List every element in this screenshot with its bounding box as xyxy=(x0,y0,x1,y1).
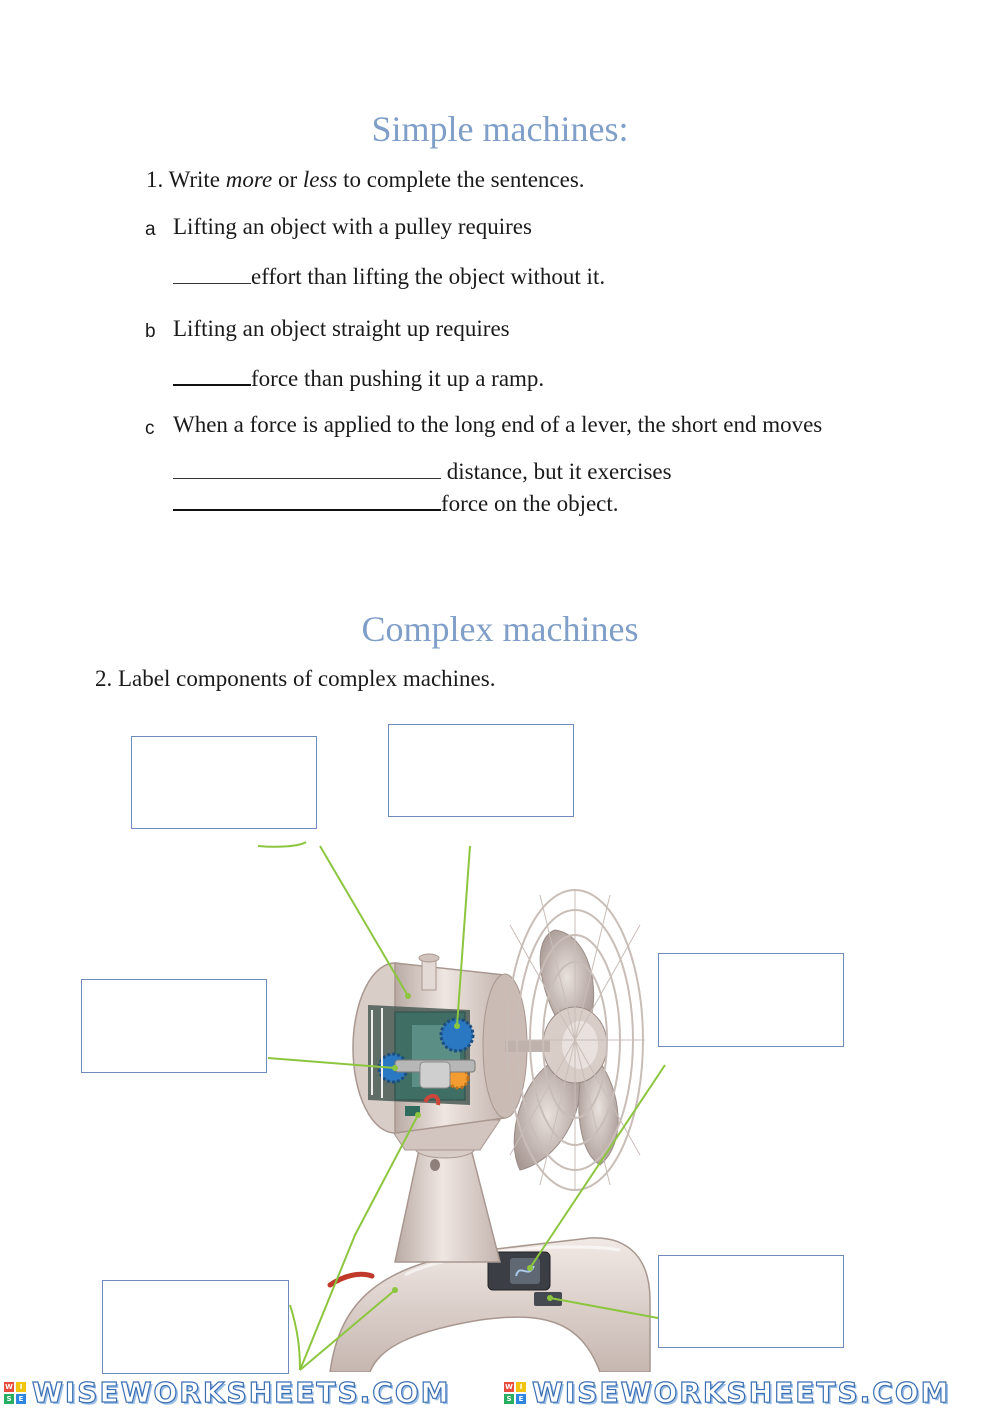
item-a-line2: effort than lifting the object without it. xyxy=(173,264,605,290)
watermark-text: WISEWORKSHEETS.COM xyxy=(532,1376,951,1409)
label-input-4[interactable] xyxy=(659,954,847,1048)
motor-housing xyxy=(353,954,527,1133)
watermark-right xyxy=(500,1376,1000,1409)
label-box-2[interactable] xyxy=(388,724,574,817)
label-input-2[interactable] xyxy=(389,725,577,818)
label-box-3[interactable] xyxy=(81,979,267,1073)
item-c-line2: distance, but it exercises xyxy=(173,459,672,485)
watermark-text: WISEWORKSHEETS.COM xyxy=(32,1376,451,1409)
label-box-1[interactable] xyxy=(131,736,317,829)
footer-watermark xyxy=(0,1372,1000,1413)
blank-b[interactable] xyxy=(173,384,251,386)
wiseworksheets-logo-icon: W I S E xyxy=(504,1382,526,1404)
label-box-5[interactable] xyxy=(102,1280,289,1374)
item-a-line1: Lifting an object with a pulley requires xyxy=(173,214,532,239)
instruction-1: 1. Write more or less to complete the sentences. xyxy=(146,167,585,192)
label-input-3[interactable] xyxy=(82,980,270,1074)
item-c-line1: When a force is applied to the long end of a lever, the short end moves xyxy=(173,412,823,437)
watermark-left xyxy=(0,1376,500,1409)
label-box-6[interactable] xyxy=(658,1255,844,1348)
blank-c2[interactable] xyxy=(173,509,441,511)
section1-title: Simple machines: xyxy=(371,109,629,149)
section2-title: Complex machines xyxy=(361,609,639,649)
label-input-1[interactable] xyxy=(132,737,320,830)
item-b-letter: b xyxy=(145,321,156,342)
fan-guard xyxy=(505,890,645,1190)
wiseworksheets-logo-icon: W I S E xyxy=(4,1382,26,1404)
blank-c1[interactable] xyxy=(173,478,441,479)
fan-stand xyxy=(395,1145,500,1262)
item-c-line3: force on the object. xyxy=(173,491,619,517)
item-b-line1: Lifting an object straight up requires xyxy=(173,316,510,341)
label-input-6[interactable] xyxy=(659,1256,847,1349)
instruction-2: 2. Label components of complex machines. xyxy=(95,666,496,691)
item-a-letter: a xyxy=(145,219,156,240)
label-box-4[interactable] xyxy=(658,953,844,1047)
item-c-letter: c xyxy=(145,418,155,439)
label-input-5[interactable] xyxy=(103,1281,292,1375)
blank-a[interactable] xyxy=(173,283,251,284)
item-b-line2: force than pushing it up a ramp. xyxy=(173,366,544,392)
